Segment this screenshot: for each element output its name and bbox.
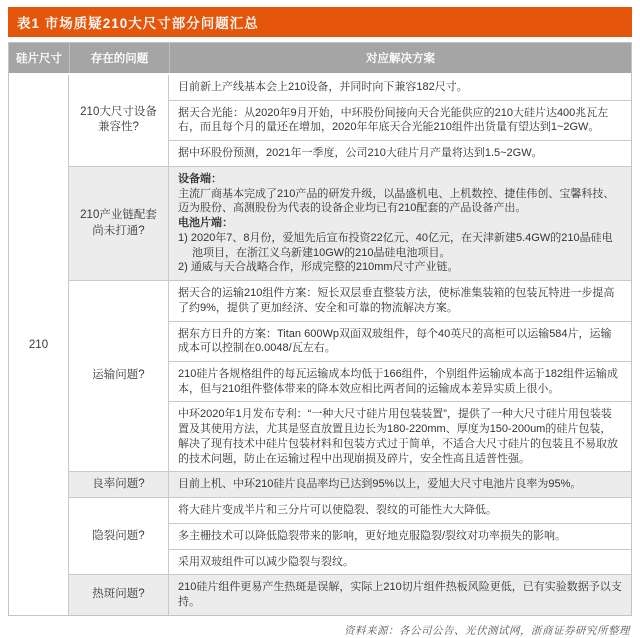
solution-text: 多主栅技术可以降低隐裂带来的影响，更好地克服隐裂/裂纹对功率损失的影响。 <box>178 529 567 542</box>
section-transportation <box>69 280 631 471</box>
solution-cell <box>169 498 631 523</box>
solution-text: 目前上机、中环210硅片良品率均已达到95%以上，爱旭大尺寸电池片良率为95%。 <box>178 478 582 491</box>
data-source-note: 资料来源：各公司公告、光伏测试网，浙商证券研究所整理 <box>344 625 630 637</box>
solution-list-item: 2) 通威与天合战略合作，形成完整的210mm尺寸产业链。 <box>178 261 459 274</box>
solution-cell <box>169 140 631 166</box>
solution-text: 采用双玻组件可以减少隐裂与裂纹。 <box>178 555 354 568</box>
solution-cell <box>169 321 631 361</box>
solution-text: 210硅片各规格组件的每瓦运输成本均低于166组件，个别组件运输成本高于182组件运输成本，但与210组件整体带来的降本效应相比两者间的运输成本差异实质上很小。 <box>178 368 619 395</box>
solution-cell <box>169 75 631 100</box>
solution-text: 目前新上产线基本会上210设备，并同时向下兼容182尺寸。 <box>178 81 468 93</box>
solution-cell <box>169 472 631 497</box>
table-header-row <box>9 43 631 75</box>
problem-label: 运输问题? <box>69 281 169 471</box>
solution-subheading: 设备端： <box>178 172 222 185</box>
table-title: 表1 市场质疑210大尺寸部分问题汇总 <box>8 7 632 37</box>
problem-label: 210产业链配套尚未打通? <box>69 167 169 280</box>
solution-text: 中环2020年1月发布专利：“一种大尺寸硅片用包装装置”，提供了一种大尺寸硅片用包装装置及其使用方法，尤其是竖直放置且边长为180-220mm、厚度为150-200um的硅片包装，解决了现有技术中硅片包装材料和包装方式过于简单，不适合大尺寸硅片的包装且不易取放的技术问题，防止在运输过程中出现崩损及碎片，安全性高且适普性强。 <box>178 408 618 465</box>
solution-text: 210硅片组件更易产生热斑是误解，实际上210切片组件热板风险更低，已有实验数据予以支持。 <box>178 581 622 609</box>
solution-cell <box>169 401 631 471</box>
solution-subheading: 电池片端： <box>178 217 233 230</box>
section-hotspot <box>69 574 631 614</box>
solution-text: 据天合的运输210组件方案：短长双层垂直整装方法，使标准集装箱的包装瓦特进一步提高了约9%，提供了更加经济、安全和可靠的物流解决方案。 <box>178 287 615 314</box>
problem-label: 热斑问题? <box>69 575 169 614</box>
solution-cell <box>169 361 631 401</box>
section-industry-chain <box>69 166 631 280</box>
problem-label: 210大尺寸设备兼容性? <box>69 75 169 166</box>
solution-cell <box>169 523 631 549</box>
section-yield <box>69 471 631 497</box>
header-problems: 存在的问题 <box>69 43 169 73</box>
problem-sections <box>69 75 631 615</box>
section-equipment-compatibility <box>69 75 631 166</box>
solution-text: 主流厂商基本完成了210产品的研发升级，以晶盛机电、上机数控、捷佳伟创、宝馨科技、迈为股份、高测股份为代表的设备企业均已有210配套的产品设备产出。 <box>178 187 615 215</box>
header-wafer-size: 硅片尺寸 <box>16 53 62 65</box>
solution-text: 将大硅片变成半片和三分片可以使隐裂、裂纹的可能性大大降低。 <box>178 504 497 517</box>
section-microcracks <box>69 497 631 574</box>
solution-text: 据中环股份预测，2021年一季度，公司210大硅片月产量将达到1.5~2GW。 <box>178 147 543 160</box>
solution-list-item: 1) 2020年7、8月份，爱旭先后宣布投资22亿元、40亿元，在天津新建5.4GW的210晶硅电池项目，在浙江义乌新建10GW的210晶硅电池项目。 <box>178 231 613 259</box>
table-body <box>9 75 631 615</box>
problem-label: 良率问题? <box>69 472 169 497</box>
solution-cell <box>169 549 631 575</box>
problem-label: 隐裂问题? <box>69 498 169 574</box>
solution-text: 据东方日升的方案：Titan 600Wp双面双玻组件，每个40英尺的高柜可以运输584片，运输成本可以控制在0.0048/瓦左右。 <box>178 327 612 355</box>
header-solutions: 对应解决方案 <box>169 43 631 73</box>
solution-cell <box>169 167 631 280</box>
solution-cell <box>169 575 631 614</box>
solution-cell <box>169 281 631 320</box>
issues-table <box>8 42 632 616</box>
solution-text: 据天合光能：从2020年9月开始，中环股份间接向天合光能供应的210大硅片达400兆瓦左右，而且每个月的量还在增加，2020年年底天合光能210组件出货量有望达到1~2GW。 <box>178 106 609 134</box>
solution-cell <box>169 100 631 140</box>
wafer-size-cell: 210 <box>9 75 69 615</box>
